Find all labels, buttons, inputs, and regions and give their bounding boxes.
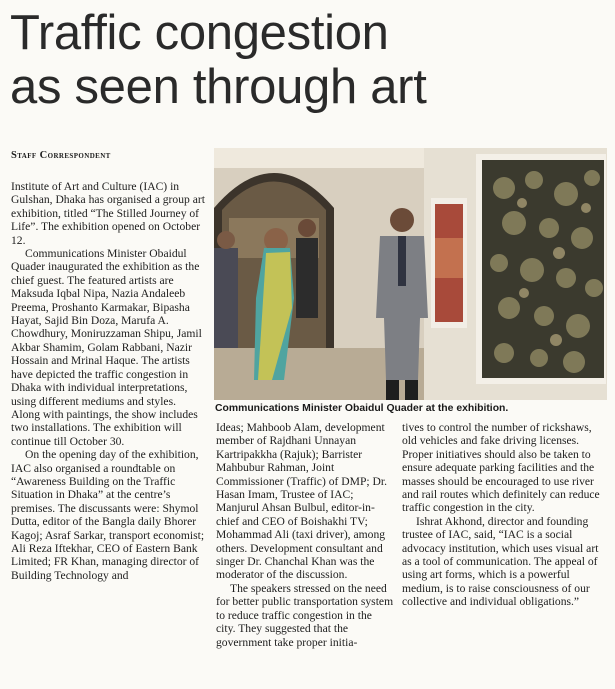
article-column-2 xyxy=(216,421,394,649)
article-column-1 xyxy=(11,180,205,582)
paragraph: Ideas; Mahboob Alam, development member of Rajdhani Unnayan Kartripakkha (Rajuk); Barrister Mahbubur Rahman, Joint Commissioner (Traffic) of DMP; Dr. Hasan Imam, Trustee of IAC; Manjurul Ahsan Bulbul, editor-in-chief and CEO of Boishakhi TV; Mohammad Ali (taxi driver), among others. Development consultant and singer Dr. Chanchal Khan was the moderator of the discussion. xyxy=(216,421,388,582)
paragraph: Communications Minister Obaidul Quader inaugurated the exhibition as the chief guest. The featured artists are Maksuda Iqbal Nipa, Nazia Andaleeb Preema, Proshanto Karmakar, Bipasha Hayat, Sajid Bin Doza, Marufa A. Chowdhury, Moniruzzaman Shipu, Jamil Akbar Shamim, Golam Rabbani, Nazir Hossain and Mrinal Haque. The artists have depicted the traffic congestion in Dhaka with individual interpretations, using different mediums and styles. Along with paintings, the show includes two installations. The exhibition will continue till October 30. xyxy=(11,247,202,448)
byline: Staff Correspondent xyxy=(11,150,111,161)
exhibition-photo xyxy=(214,148,607,400)
headline-line-1: Traffic congestion xyxy=(10,6,389,60)
paragraph: On the opening day of the exhibition, IAC also organised a roundtable on “Awareness Building on the Traffic Situation in Dhaka” at the centre’s premises. The discussants were: Shymol Dutta, editor of the Bangla daily Bhorer Kagoj; Asraf Sarkar, transport economist; Ali Reza Iftekhar, CEO of Eastern Bank Limited; FR Khan, managing director of Building Technology and xyxy=(11,448,205,582)
photo-caption: Communications Minister Obaidul Quader at the exhibition. xyxy=(215,403,509,414)
paragraph: tives to control the number of rickshaws, old vehicles and fake driving licenses. Proper initiatives should also be taken to ensure adequate parking facilities and the masses should be encouraged to use river and rail routes which definitely can reduce traffic congestion in the city. xyxy=(402,421,600,515)
headline-line-2: as seen through art xyxy=(10,60,427,114)
headline xyxy=(10,6,610,114)
paragraph: The speakers stressed on the need for better public transportation system to reduce traffic congestion in the city. They suggested that the government take proper initia- xyxy=(216,581,394,649)
article-column-3 xyxy=(402,421,605,609)
paragraph: Ishrat Akhond, director and founding trustee of IAC, said, “IAC is a social advocacy institution, which uses visual art as a tool of communication. The appeal of using art forms, which is a powerful medium, is to raise consciousness of our collective and individual obligations.” xyxy=(402,514,599,609)
paragraph: Institute of Art and Culture (IAC) in Gulshan, Dhaka has organised a group art exhibition, titled “The Stilled Journey of Life”. The exhibition opened on October 12. xyxy=(11,180,205,247)
